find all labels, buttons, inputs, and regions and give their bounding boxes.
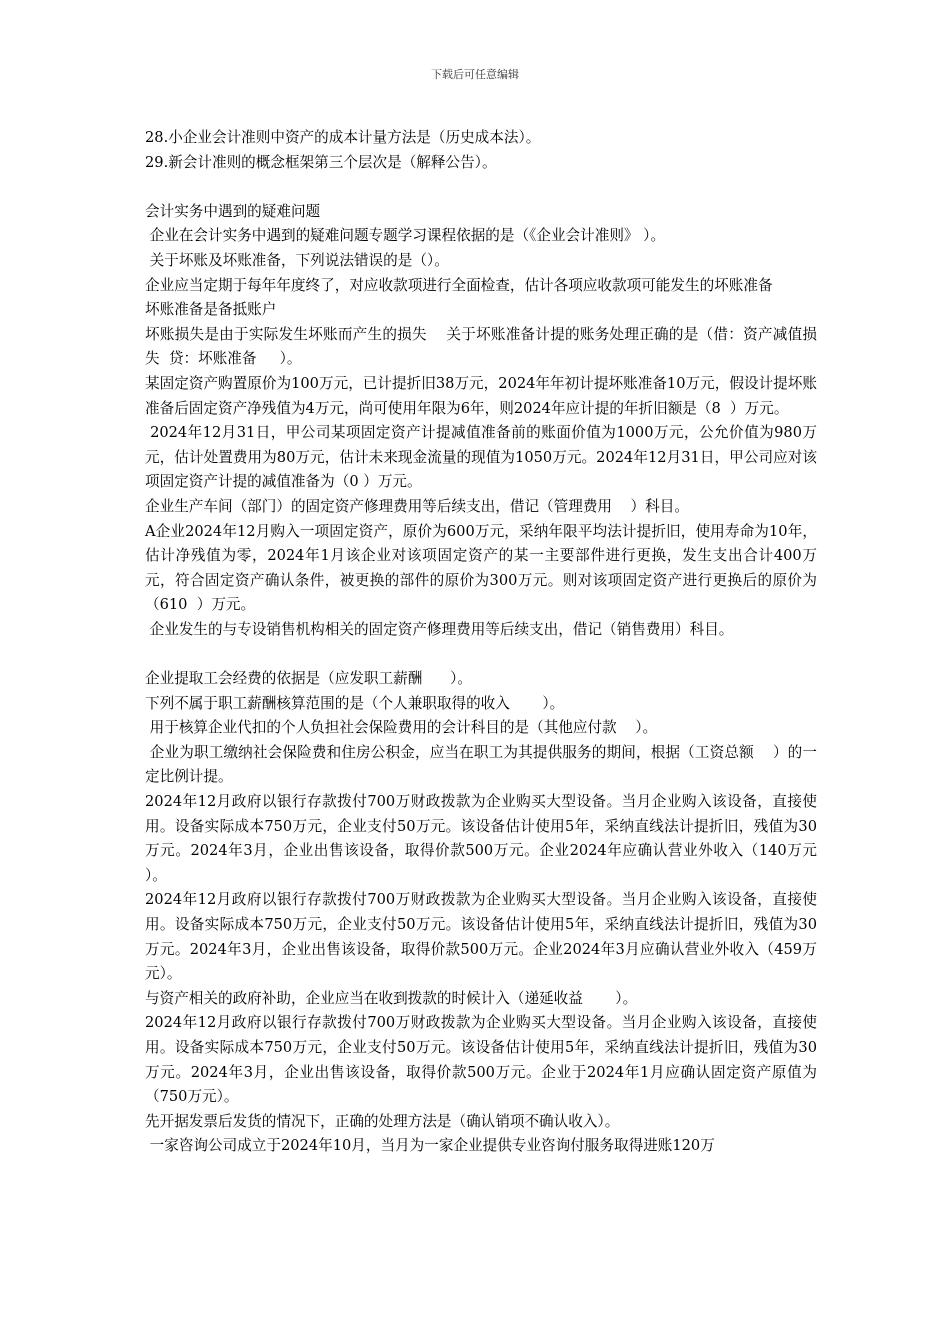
paragraph: 企业生产车间（部门）的固定资产修理费用等后续支出，借记（管理费用 ）科目。 (145, 497, 689, 515)
paragraph: 先开据发票后发货的情况下，正确的处理方法是（确认销项不确认收入）。 (145, 1112, 620, 1130)
paragraph: 企业在会计实务中遇到的疑难问题专题学习课程依据的是（《企业会计准则》 ）。 (145, 227, 666, 245)
section-heading: 会计实务中遇到的疑难问题 (145, 202, 321, 220)
page-header: 下载后可任意编辑 (431, 68, 519, 81)
paragraph: A企业2024年12月购入一项固定资产，原价为600万元，采纳年限平均法计提折旧，使用寿命为10年，估计净残值为零，2024年1月该企业对该项固定资产的某一主要部件进行更换，发生支出合计400万元，符合固定资产确认条件，被更换的部件的原价为300万元。则对该项固定资产进行更换后的原价为（610 ）万元。 (145, 522, 817, 614)
paragraph: 2024年12月政府以银行存款拨付700万财政拨款为企业购买大型设备。当月企业购入该设备，直接使用。设备实际成本750万元，企业支付50万元。该设备估计使用5年，采纳直线法计提折旧，残值为30万元。2024年3月，企业出售该设备，取得价款500万元。企业于2024年1月应确认固定资产原值为（750万元）。 (145, 1014, 817, 1106)
paragraph: 企业发生的与专设销售机构相关的固定资产修理费用等后续支出，借记（销售费用）科目。 (145, 620, 734, 638)
paragraph: 28.小企业会计准则中资产的成本计量方法是（历史成本法）。 (145, 129, 541, 146)
paragraph: 企业提取工会经费的依据是（应发职工薪酬 ）。 (145, 670, 473, 688)
document-body (145, 126, 845, 1159)
paragraph: 下列不属于职工薪酬核算范围的是（个人兼职取得的收入 ）。 (145, 694, 565, 712)
paragraph: 2024年12月政府以银行存款拨付700万财政拨款为企业购买大型设备。当月企业购入该设备，直接使用。设备实际成本750万元，企业支付50万元。该设备估计使用5年，采纳直线法计提折旧，残值为30万元。2024年3月，企业出售该设备，取得价款500万元。企业2024年3月应确认营业外收入（459万元）。 (145, 891, 817, 983)
paragraph: 用于核算企业代扣的个人负担社会保险费用的会计科目的是（其他应付款 ）。 (145, 719, 658, 737)
paragraph: 2024年12月政府以银行存款拨付700万财政拨款为企业购买大型设备。当月企业购入该设备，直接使用。设备实际成本750万元，企业支付50万元。该设备估计使用5年，采纳直线法计提折旧，残值为30万元。2024年3月，企业出售该设备，取得价款500万元。企业2024年应确认营业外收入（140万元 ）。 (145, 793, 845, 884)
paragraph: 企业应当定期于每年年度终了，对应收款项进行全面检查，估计各项应收款项可能发生的坏账准备 (145, 276, 773, 294)
paragraph: 某固定资产购置原价为100万元，已计提折旧38万元，2024年年初计提坏账准备10万元，假设计提坏账准备后固定资产净残值为4万元，尚可使用年限为6年，则2024年应计提的年折旧额是（8 ）万元。 (145, 374, 817, 417)
paragraph: 坏账准备是备抵账户 (145, 301, 277, 319)
paragraph: 2024年12月31日，甲公司某项固定资产计提减值准备前的账面价值为1000万元，公允价值为980万元，估计处置费用为80万元，估计未来现金流量的现值为1050万元。2024年12月31日，甲公司应对该项固定资产计提的减值准备为（0 ）万元。 (145, 424, 818, 491)
paragraph: 一家咨询公司成立于2024年10月，当月为一家企业提供专业咨询付服务取得进账120万 (145, 1137, 715, 1155)
paragraph: 关于坏账及坏账准备，下列说法错误的是（）。 (145, 251, 449, 269)
paragraph: 坏账损失是由于实际发生坏账而产生的损失 关于坏账准备计提的账务处理正确的是（借：资产减值损失 贷：坏账准备 ）。 (145, 325, 817, 368)
paragraph: 29.新会计准则的概念框架第三个层次是（解释公告）。 (145, 153, 497, 171)
blank-line (145, 175, 817, 200)
paragraph: 企业为职工缴纳社会保险费和住房公积金，应当在职工为其提供服务的期间，根据（工资总额 ）的一定比例计提。 (145, 743, 817, 786)
paragraph: 与资产相关的政府补助，企业应当在收到拨款的时候计入（递延收益 ）。 (145, 989, 638, 1007)
blank-line (145, 642, 817, 667)
